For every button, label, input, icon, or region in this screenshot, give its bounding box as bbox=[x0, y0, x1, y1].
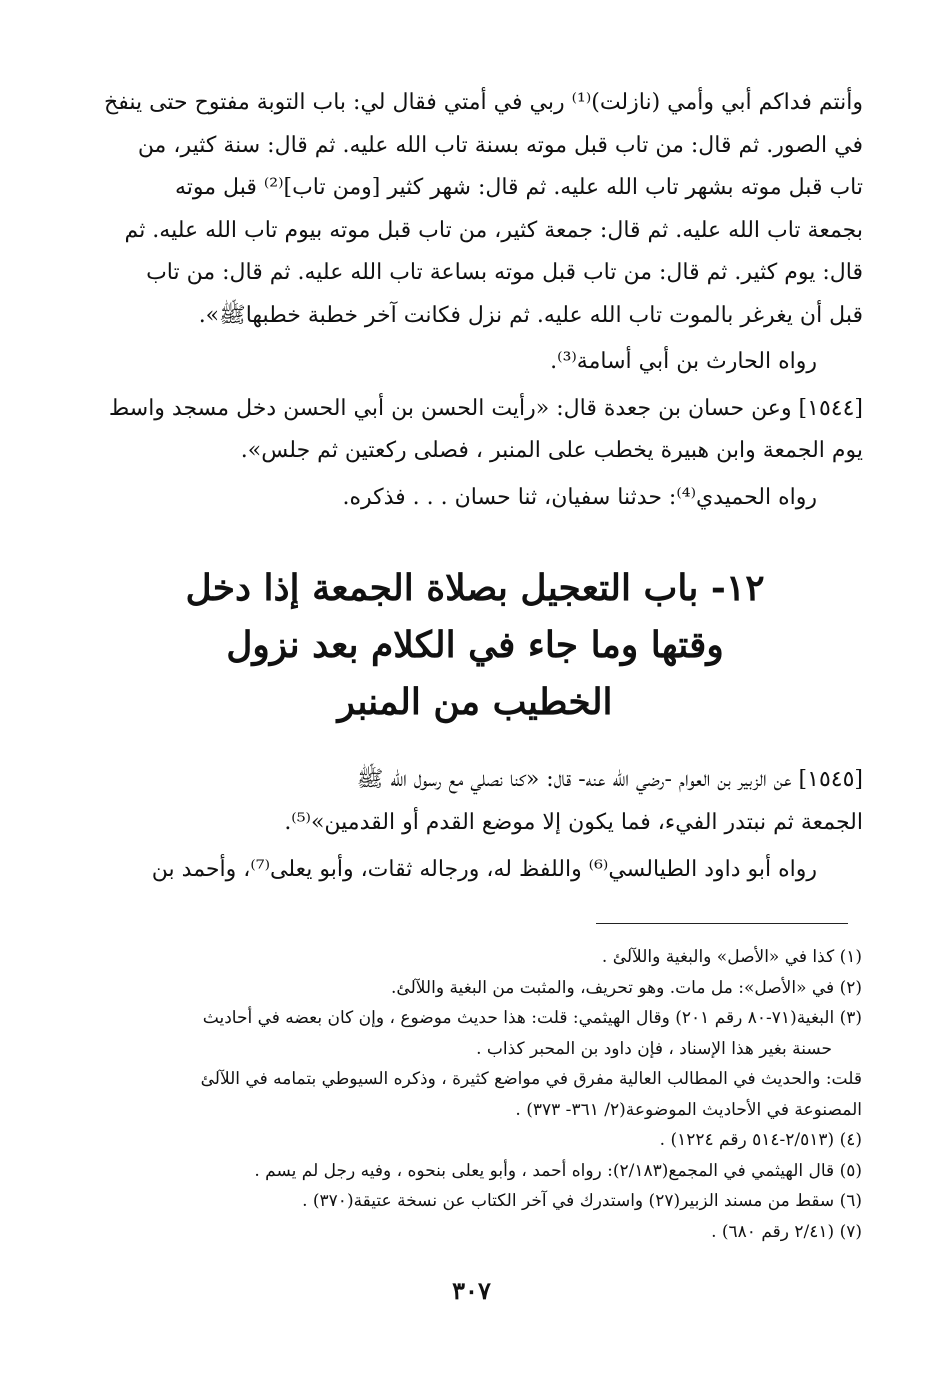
text-line: في الصور. ثم قال: من تاب قبل موته بسنة تاب الله عليه. ثم قال: سنة كثير، من bbox=[137, 132, 863, 158]
narration-line: رواه الحميدي⁽⁴⁾: حدثنا سفيان، ثنا حسان . . . فذكره. bbox=[342, 484, 817, 510]
text-line: بجمعة تاب الله عليه. ثم قال: جمعة كثير، من تاب قبل موته بيوم تاب الله عليه. ثم bbox=[124, 217, 863, 243]
footnote-note: قلت: والحديث في المطالب العالية مفرق في مواضع كثيرة ، وذكره السيوطي بتمامه في اللآلئ bbox=[200, 1069, 862, 1089]
chapter-heading bbox=[160, 560, 790, 731]
text-line: وأنتم فداكم أبي وأمي (نازلت)⁽¹⁾ ربي في أمتي فقال لي: باب التوبة مفتوح حتى ينفخ bbox=[104, 90, 863, 115]
narration-line: رواه أبو داود الطيالسي⁽⁶⁾ واللفظ له، ورجاله ثقات، وأبو يعلى⁽⁷⁾، وأحمد بن bbox=[151, 857, 817, 882]
footnote-continuation: المصنوعة في الأحاديث الموضوعة(٢/ ٣٦١- ٣٧٣) . bbox=[515, 1099, 862, 1120]
footnote: (٢) في «الأصل»: مل مات. وهو تحريف، والمثبت من البغية واللآلئ. bbox=[391, 977, 862, 998]
footnote: (٥) قال الهيثمي في المجمع(٢/١٨٣): رواه أحمد ، وأبو يعلى بنحوه ، وفيه رجل لم يسم . bbox=[254, 1160, 862, 1181]
footnote: (٦) سقط من مسند الزبير(٢٧) واستدرك في آخر الكتاب عن نسخة عتيقة(٣٧٠) . bbox=[302, 1191, 862, 1211]
footnote: (٣) البغية(٧١-٨٠ رقم ٢٠١) وقال الهيثمي: قلت: هذا حديث موضوع ، وإن كان بعضه في أحاديث bbox=[202, 1008, 862, 1028]
chapter-title-line: وقتها وما جاء في الكلام بعد نزول bbox=[226, 624, 724, 666]
text-line: [١٥٤٥] عن الزبير بن العوام -رضي الله عنه- قال: «كنا نصلي مع رسول الله ﷺ bbox=[356, 767, 863, 792]
text-line: تاب قبل موته بشهر تاب الله عليه. ثم قال: شهر كثير [ومن تاب]⁽²⁾ قبل موته bbox=[175, 175, 863, 200]
text-line: الجمعة ثم نبتدر الفيء، فما يكون إلا موضع القدم أو القدمين»⁽⁵⁾. bbox=[284, 810, 863, 835]
main-text bbox=[88, 82, 863, 519]
page-number: ٣٠٧ bbox=[452, 1276, 491, 1305]
chapter-title-line: الخطيب من المنبر bbox=[337, 681, 613, 723]
text-line: قبل أن يغرغر بالموت تاب الله عليه. ثم نزل فكانت آخر خطبة خطبهاﷺ». bbox=[198, 302, 863, 328]
hadith-1545 bbox=[88, 758, 863, 891]
text-line: قال: يوم كثير. ثم قال: من تاب قبل موته بساعة تاب الله عليه. ثم قال: من تاب bbox=[146, 260, 863, 285]
narration-line: رواه الحارث بن أبي أسامة⁽³⁾. bbox=[550, 349, 817, 374]
footnote: (٤) (٢/٥١٣-٥١٤ رقم ١٢٢٤) . bbox=[659, 1130, 862, 1150]
footnote: (٧) (٢/٤١ رقم ٦٨٠) . bbox=[711, 1221, 862, 1242]
footnote-separator bbox=[596, 923, 848, 924]
footnotes bbox=[92, 942, 862, 1247]
chapter-title-line: ١٢- باب التعجيل بصلاة الجمعة إذا دخل bbox=[185, 567, 765, 609]
hadith-1544-line: [١٥٤٤] وعن حسان بن جعدة قال: «رأيت الحسن بن أبي الحسن دخل مسجد واسط bbox=[108, 395, 863, 421]
hadith-1544-line: يوم الجمعة وابن هبيرة يخطب على المنبر ، فصلى ركعتين ثم جلس». bbox=[240, 438, 863, 463]
footnote-continuation: حسنة بغير هذا الإسناد ، فإن داود بن المحبر كذاب . bbox=[476, 1038, 832, 1059]
footnote: (١) كذا في «الأصل» والبغية واللآلئ . bbox=[601, 947, 862, 967]
